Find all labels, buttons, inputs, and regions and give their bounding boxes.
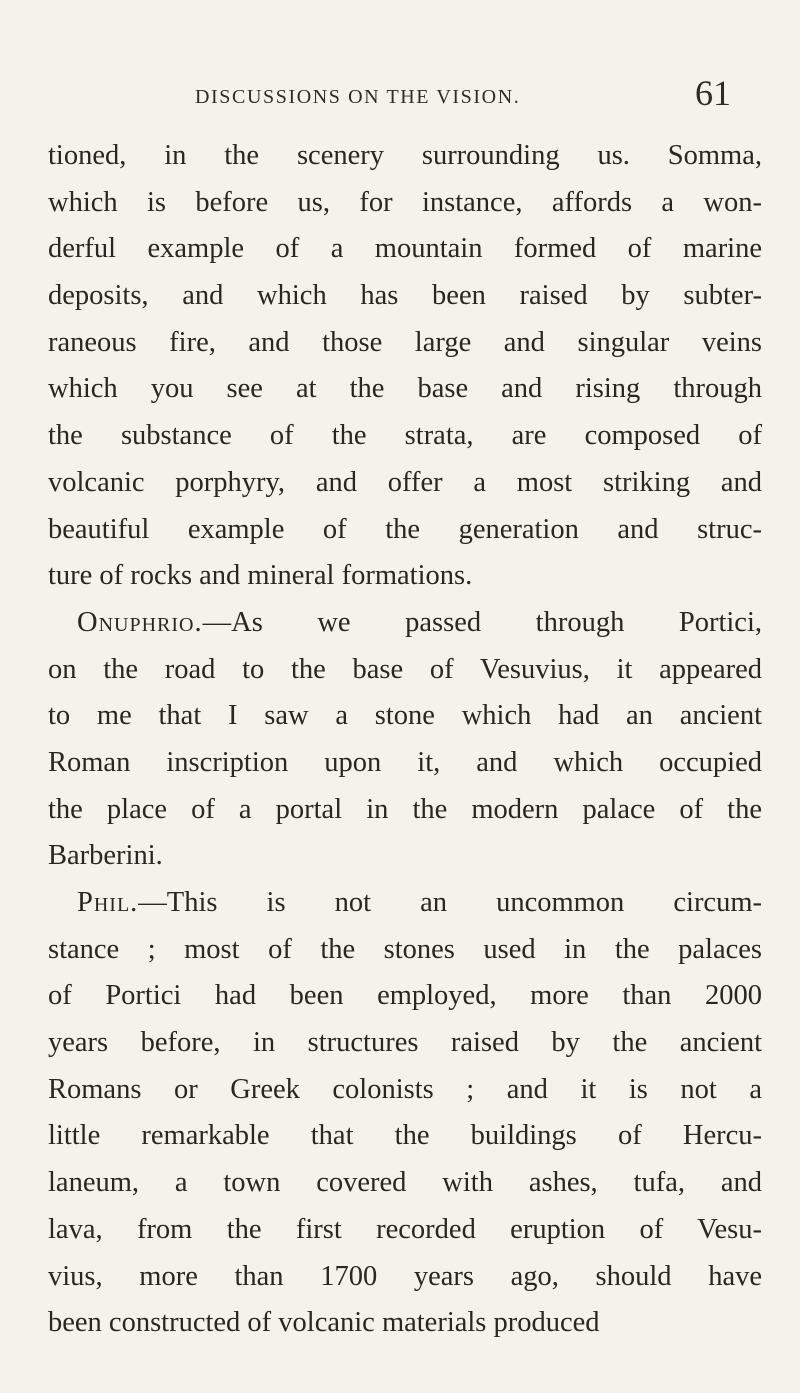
text-line: vius, more than 1700 years ago, should have bbox=[48, 1260, 762, 1292]
text-line: years before, in structures raised by the ancient bbox=[48, 1027, 762, 1059]
speaker-line bbox=[48, 880, 762, 927]
speaker-name: Onuphrio. bbox=[77, 606, 203, 638]
text-segment: —As we passed through Portici, bbox=[202, 606, 762, 638]
text-line: the place of a portal in the modern palace of the bbox=[48, 793, 762, 825]
text-line: which is before us, for instance, affords a won- bbox=[48, 186, 762, 218]
text-line: stance ; most of the stones used in the palaces bbox=[48, 933, 762, 965]
text-line: laneum, a town covered with ashes, tufa, and bbox=[48, 1167, 762, 1199]
running-title: DISCUSSIONS ON THE VISION. bbox=[195, 86, 521, 108]
body-text bbox=[48, 133, 762, 1347]
text-line: little remarkable that the buildings of Hercu- bbox=[48, 1120, 762, 1152]
text-line: volcanic porphyry, and offer a most striking and bbox=[48, 466, 762, 498]
text-line: on the road to the base of Vesuvius, it appeared bbox=[48, 653, 762, 685]
text-line: lava, from the first recorded eruption of Vesu- bbox=[48, 1213, 762, 1245]
speaker-line bbox=[48, 600, 762, 647]
text-segment: —This is not an uncommon circum- bbox=[138, 887, 762, 918]
text-line: raneous fire, and those large and singular veins bbox=[48, 326, 762, 358]
text-line: ture of rocks and mineral formations. bbox=[48, 560, 473, 592]
text-line: beautiful example of the generation and struc- bbox=[48, 513, 762, 545]
page-number: 61 bbox=[695, 73, 731, 113]
speaker-name: Phil. bbox=[77, 887, 139, 918]
text-line: the substance of the strata, are composed of bbox=[48, 420, 762, 452]
text-line: which you see at the base and rising through bbox=[48, 373, 762, 405]
text-line: Romans or Greek colonists ; and it is not a bbox=[48, 1073, 762, 1105]
text-line: tioned, in the scenery surrounding us. Somma, bbox=[48, 140, 762, 171]
text-line: to me that I saw a stone which had an ancient bbox=[48, 700, 762, 732]
text-line: deposits, and which has been raised by subter- bbox=[48, 280, 762, 312]
text-line: Roman inscription upon it, and which occupied bbox=[48, 746, 762, 778]
text-line: Barberini. bbox=[48, 840, 163, 872]
text-line: of Portici had been employed, more than 2000 bbox=[48, 980, 762, 1012]
text-line: been constructed of volcanic materials produced bbox=[48, 1307, 600, 1339]
text-line: derful example of a mountain formed of marine bbox=[48, 233, 762, 265]
